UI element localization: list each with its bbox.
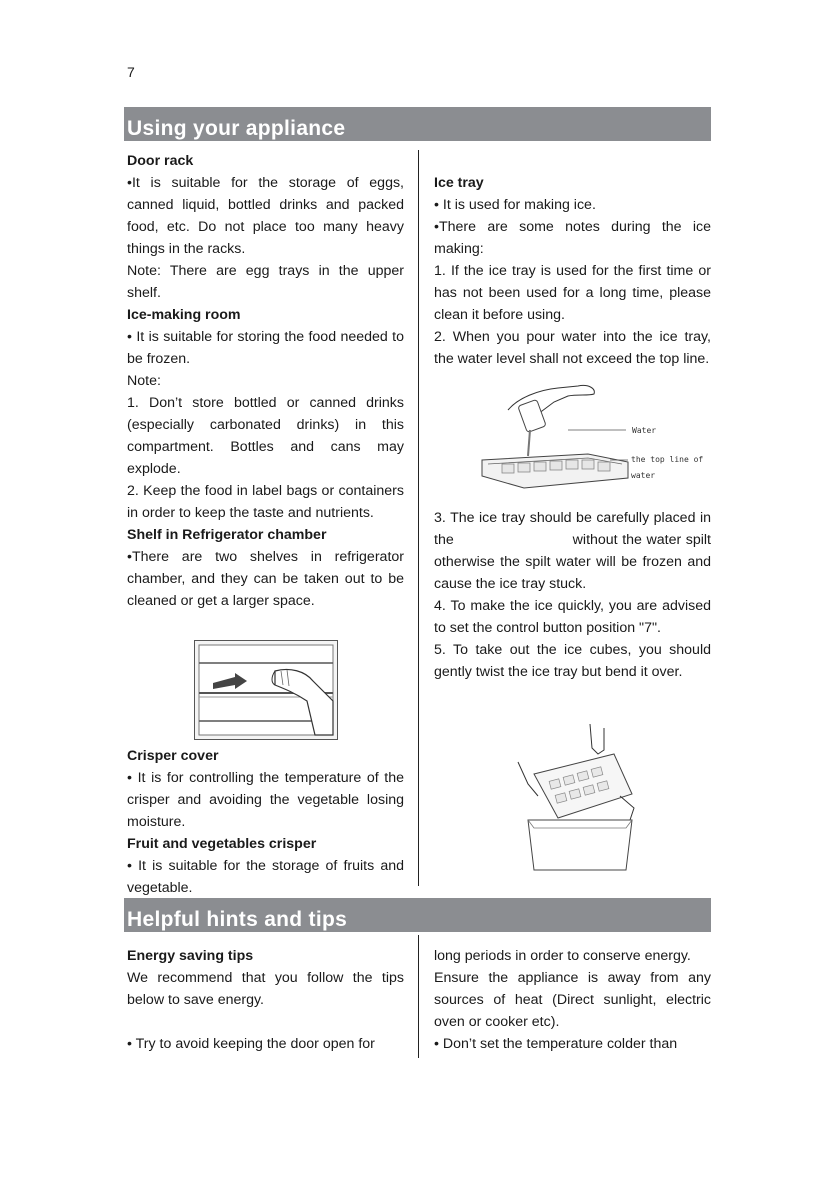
label-top-line: the top line of: [631, 455, 704, 464]
paragraph: 5. To take out the ice cubes, you should gently twist the ice tray but bend it over.: [434, 642, 711, 680]
paragraph: long periods in order to conserve energy.: [434, 948, 691, 964]
left-column-lower: [127, 745, 404, 899]
right-column-lower: [434, 507, 715, 683]
label-top-line-water: water: [631, 471, 656, 480]
paragraph: 1. If the ice tray is used for the first time or has not been used for a long time, please clean it before using.: [434, 263, 711, 323]
paragraph: •There are some notes during the ice making:: [434, 219, 711, 257]
shelf-figure: [194, 640, 338, 740]
paragraph: Note: There are egg trays in the upper shelf.: [127, 263, 404, 301]
subheading: Crisper cover: [127, 748, 219, 764]
paragraph: 3. The ice tray should be carefully placed in the without the water spilt otherwise the spilt water will be frozen and cause the ice tray stuck.: [434, 510, 715, 592]
section-banner-using: Using your appliance: [124, 107, 711, 141]
paragraph: • Try to avoid keeping the door open for: [127, 1036, 375, 1052]
paragraph: • Don’t set the temperature colder than: [434, 1036, 678, 1052]
hints-right-column: [434, 945, 711, 1055]
paragraph: 2. Keep the food in label bags or containers in order to keep the taste and nutrients.: [127, 483, 404, 521]
subheading: Shelf in Refrigerator chamber: [127, 527, 327, 543]
paragraph: • It is suitable for storing the food needed to be frozen.: [127, 329, 404, 367]
hints-left-column: [127, 945, 404, 1055]
subheading: Ice-making room: [127, 307, 241, 323]
column-divider-lower: [418, 935, 419, 1058]
right-column: [434, 172, 711, 370]
paragraph: •It is suitable for the storage of eggs, canned liquid, bottled drinks and packed food, etc. Do not place too many heavy things in the racks.: [127, 175, 404, 257]
paragraph: 1. Don’t store bottled or canned drinks (especially carbonated drinks) in this compartment. Bottles and cans may explode.: [127, 395, 404, 477]
paragraph: • It is suitable for the storage of fruits and vegetable.: [127, 858, 404, 896]
label-water: Water: [632, 426, 657, 435]
section-banner-helpful: Helpful hints and tips: [124, 898, 711, 932]
subheading: Ice tray: [434, 175, 484, 191]
ice-tray-pouring-figure: [478, 380, 710, 498]
paragraph: • It is used for making ice.: [434, 197, 596, 213]
paragraph: 4. To make the ice quickly, you are advised to set the control button position "7".: [434, 598, 711, 636]
left-column: [127, 150, 404, 612]
paragraph: Note:: [127, 373, 161, 389]
page-number: 7: [127, 64, 135, 80]
subheading: Energy saving tips: [127, 948, 254, 964]
column-divider: [418, 150, 419, 886]
paragraph: [127, 1011, 404, 1033]
paragraph: We recommend that you follow the tips below to save energy.: [127, 970, 404, 1008]
subheading: Door rack: [127, 153, 194, 169]
ice-tray-twist-figure: [514, 724, 640, 874]
paragraph: • It is for controlling the temperature of the crisper and avoiding the vegetable losing moisture.: [127, 770, 404, 830]
paragraph: •There are two shelves in refrigerator chamber, and they can be taken out to be cleaned or get a larger space.: [127, 549, 404, 609]
subheading: Fruit and vegetables crisper: [127, 836, 317, 852]
paragraph: Ensure the appliance is away from any sources of heat (Direct sunlight, electric oven or cooker etc).: [434, 970, 711, 1030]
paragraph: 2. When you pour water into the ice tray, the water level shall not exceed the top line.: [434, 329, 711, 367]
